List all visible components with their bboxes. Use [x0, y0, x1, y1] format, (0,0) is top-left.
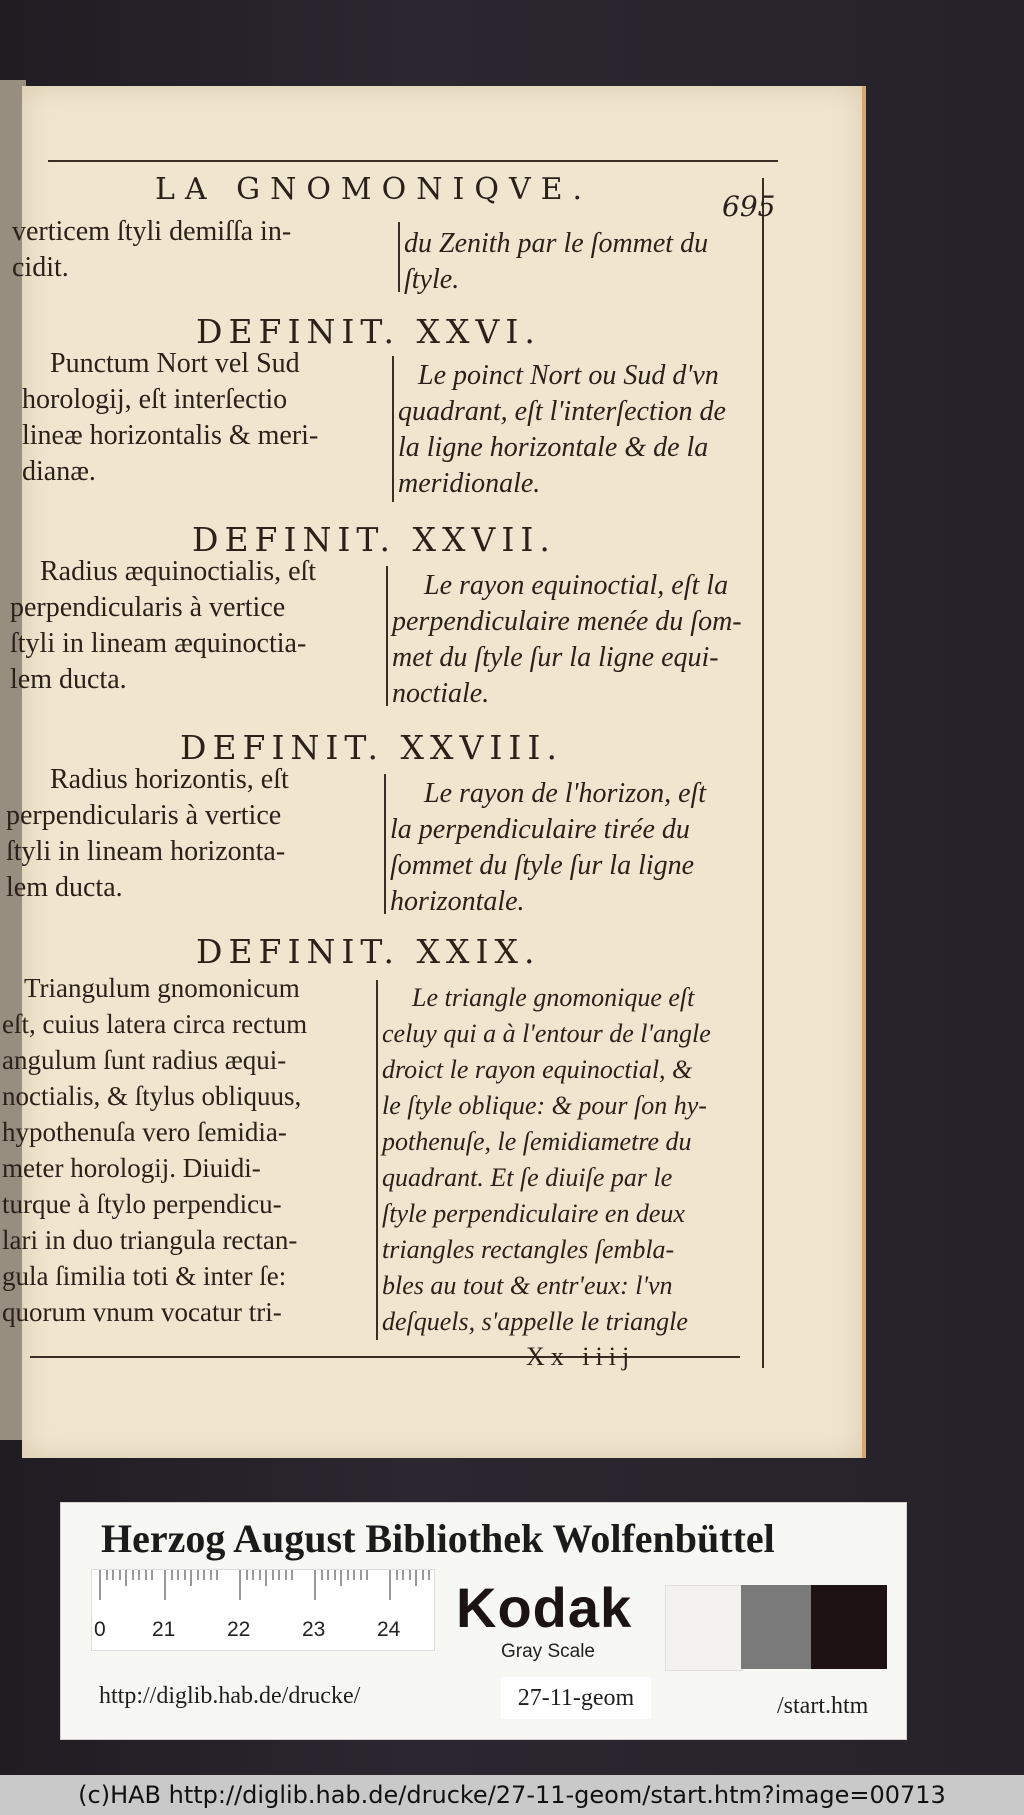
- definition-latin: [22, 346, 392, 490]
- gray-swatch: [741, 1585, 811, 1669]
- french-line: le ſtyle oblique: & pour ſon hy-: [382, 1091, 707, 1120]
- latin-line: ſtyli in lineam horizonta-: [6, 836, 286, 867]
- intro-latin: [12, 214, 392, 286]
- latin-line: quorum vnum vocatur tri-: [2, 1297, 282, 1327]
- french-line: Le poinct Nort ou Sud d'vn: [418, 360, 719, 391]
- french-line: ſtyle perpendiculaire en deux: [382, 1199, 685, 1228]
- latin-line: Punctum Nort vel Sud: [50, 348, 300, 379]
- french-line: pothenuſe, le ſemidiametre du: [382, 1127, 692, 1156]
- ruler-label: 0: [94, 1618, 106, 1641]
- french-line: Le triangle gnomonique eſt: [412, 983, 695, 1012]
- shelfmark-code: 27-11-geom: [501, 1677, 651, 1719]
- library-color-card: [60, 1502, 907, 1740]
- definition-heading: DEFINIT. XXVIII.: [180, 728, 563, 767]
- latin-line: Triangulum gnomonicum: [24, 973, 300, 1003]
- french-line: horizontale.: [390, 886, 525, 917]
- latin-line: eſt, cuius latera circa rectum: [2, 1009, 308, 1039]
- french-line: du Zenith par le ſommet du: [404, 228, 709, 259]
- column-divider: [386, 566, 388, 706]
- latin-line: dianæ.: [22, 456, 96, 487]
- copyright-footer: (c)HAB http://diglib.hab.de/drucke/27-11-geom/start.htm?image=00713: [0, 1775, 1024, 1815]
- french-line: ſommet du ſtyle ſur la ligne: [390, 850, 695, 881]
- latin-line: perpendicularis à vertice: [10, 592, 286, 623]
- latin-line: gula ſimilia toti & inter ſe:: [2, 1261, 287, 1291]
- french-line: celuy qui a à l'entour de l'angle: [382, 1019, 711, 1048]
- french-line: triangles rectangles ſembla-: [382, 1235, 675, 1264]
- latin-line: hypothenuſa vero ſemidia-: [2, 1117, 287, 1147]
- definition-heading: DEFINIT. XXVII.: [192, 520, 556, 559]
- french-line: Le rayon equinoctial, eſt la: [424, 570, 729, 601]
- latin-line: lineæ horizontalis & meri-: [22, 420, 319, 451]
- latin-line: noctialis, & ſtylus obliquus,: [2, 1081, 302, 1111]
- french-line: perpendiculaire menée du ſom-: [392, 606, 742, 637]
- french-line: quadrant. Et ſe diuiſe par le: [382, 1163, 673, 1192]
- definition-latin: [6, 762, 386, 906]
- latin-line: lem ducta.: [6, 872, 123, 903]
- latin-line: angulum ſunt radius æqui-: [2, 1045, 287, 1075]
- french-line: noctiale.: [392, 678, 490, 709]
- latin-line: turque à ſtylo perpendicu-: [2, 1189, 282, 1219]
- latin-line: Radius horizontis, eſt: [50, 764, 289, 795]
- column-divider: [398, 222, 400, 292]
- latin-line: perpendicularis à vertice: [6, 800, 282, 831]
- definition-heading: DEFINIT. XXVI.: [196, 312, 541, 351]
- french-line: la ligne horizontale & de la: [398, 432, 709, 463]
- french-line: droict le rayon equinoctial, &: [382, 1055, 693, 1084]
- french-line: Le rayon de l'horizon, eſt: [424, 778, 707, 809]
- french-line: met du ſtyle ſur la ligne equi-: [392, 642, 719, 673]
- kodak-logo: Kodak: [456, 1576, 633, 1639]
- french-line: ſtyle.: [404, 264, 460, 295]
- collection-url: http://diglib.hab.de/drucke/: [99, 1683, 361, 1709]
- library-name: Herzog August Bibliothek Wolfenbüttel: [101, 1516, 775, 1561]
- column-divider: [376, 980, 378, 1340]
- definition-french: [390, 776, 760, 920]
- right-frame-rule: [762, 178, 764, 1368]
- french-line: meridionale.: [398, 468, 541, 499]
- definition-french: [398, 358, 766, 502]
- latin-line: horologij, eſt interſectio: [22, 384, 288, 415]
- ruler-label: 23: [302, 1618, 326, 1641]
- latin-line: verticem ſtyli demiſſa in-: [12, 216, 292, 247]
- french-line: deſquels, s'appelle le triangle: [382, 1307, 688, 1336]
- gray-scale-label: Gray Scale: [501, 1641, 595, 1662]
- definition-latin: [2, 970, 378, 1330]
- ruler: [91, 1569, 435, 1651]
- latin-line: cidit.: [12, 252, 69, 283]
- ruler-label: 22: [227, 1618, 251, 1641]
- white-swatch: [665, 1585, 743, 1671]
- definition-heading: DEFINIT. XXIX.: [196, 932, 541, 971]
- french-line: la perpendiculaire tirée du: [390, 814, 690, 845]
- running-head: LA GNOMONIQVE.: [155, 172, 593, 207]
- start-page: /start.htm: [777, 1693, 869, 1719]
- header-rule: [48, 160, 778, 162]
- latin-line: lari in duo triangula rectan-: [2, 1225, 298, 1255]
- french-line: bles au tout & entr'eux: l'vn: [382, 1271, 673, 1300]
- column-divider: [392, 356, 394, 502]
- intro-french: [404, 226, 764, 298]
- latin-line: lem ducta.: [10, 664, 127, 695]
- latin-line: meter horologij. Diuidi-: [2, 1153, 261, 1183]
- column-divider: [384, 774, 386, 914]
- ruler-ticks: [92, 1570, 434, 1604]
- black-swatch: [811, 1585, 887, 1669]
- definition-french: [382, 980, 760, 1340]
- latin-line: Radius æquinoctialis, eſt: [40, 556, 317, 587]
- latin-line: ſtyli in lineam æquinoctia-: [10, 628, 307, 659]
- ruler-label: 21: [152, 1618, 176, 1641]
- french-line: quadrant, eſt l'interſection de: [398, 396, 726, 427]
- page-number: 695: [722, 190, 776, 223]
- definition-french: [392, 568, 764, 712]
- ruler-label: 24: [377, 1618, 401, 1641]
- catchword: Xx iiij: [526, 1342, 636, 1371]
- definition-latin: [10, 554, 388, 698]
